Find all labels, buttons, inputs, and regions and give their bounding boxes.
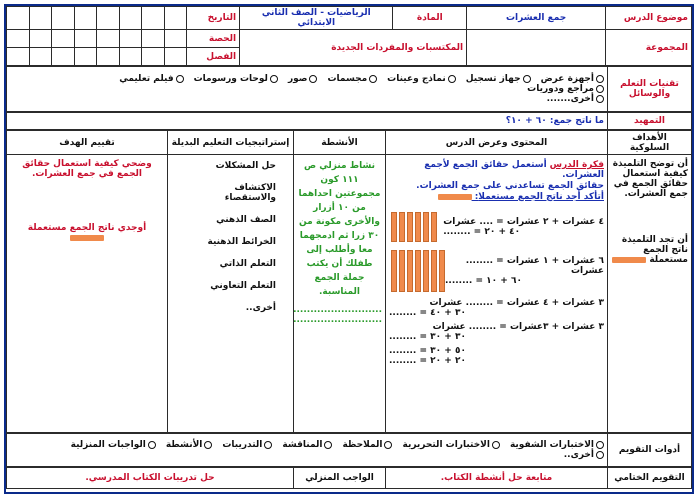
resources-row-1 [10, 74, 604, 84]
radio-circle-icon [204, 441, 212, 449]
radio-circle-icon [596, 75, 604, 83]
strategy-item: الخرائط الذهنية [207, 237, 276, 247]
evaluation-option[interactable]: الاختبارات الشفوية [510, 440, 604, 450]
evaluation-option[interactable]: أخرى.. [564, 450, 604, 460]
header-table [6, 6, 692, 66]
tens-sticks-icon [389, 212, 437, 242]
resources-options [7, 67, 608, 112]
example-2-line-1: ٦ عشرات + ١ عشرات = ........ عشرات [465, 256, 604, 276]
class-cell [52, 48, 74, 66]
example-1 [389, 212, 604, 242]
evaluation-label: أدوات التقويم [608, 434, 692, 467]
resource-option[interactable]: أجهزة عرض [541, 74, 604, 84]
class-cell [142, 48, 164, 66]
radio-circle-icon [596, 451, 604, 459]
tens-sticks-icon [389, 250, 445, 292]
class-cell [119, 48, 141, 66]
lesson-plan [4, 4, 694, 494]
radio-circle-icon [148, 441, 156, 449]
resources-label: تقنيات التعلم والوسائل [608, 67, 692, 112]
resources-table [6, 66, 692, 112]
class-cell [74, 48, 96, 66]
class-label: الفصل [186, 48, 239, 66]
objective-1: أن توضح التلميذة كيفية استعمال حقائق الجمع في جمع العشرات. [612, 159, 688, 199]
resource-option[interactable]: مجسمات [327, 74, 377, 84]
objectives-cell [608, 155, 692, 433]
home-activity: نشاط منزلي ص ١١١ كون مجموعتين احداهما من ١٠ أزرار والأخرى مكونة من ٣٠ زرا ثم ادمجهما معا وأطلب إلى طفلك أن يكتب جملة الجمع المناسبة. [298, 161, 381, 297]
topic-label: موضوع الدرس [606, 7, 692, 30]
resources-row-2 [10, 84, 604, 94]
date-cell [164, 7, 186, 30]
subject-label: المادة [393, 7, 467, 30]
final-evaluation-value: متابعة حل أنشطة الكتاب. [386, 468, 608, 489]
strategy-item: الاكتشاف والاستقصاء [224, 183, 276, 203]
evaluation-option[interactable]: الأنشطة [166, 440, 213, 450]
assessment-2: أوجدي ناتج الجمع مستعملة [10, 223, 164, 243]
radio-circle-icon [176, 75, 184, 83]
date-cell [52, 7, 74, 30]
evaluation-row-1 [10, 440, 604, 450]
resource-option[interactable]: فيلم تعليمي [119, 74, 183, 84]
lesson-idea: فكرة الدرس أستعمل حقائق الجمع لأجمع العشرات. [424, 160, 604, 180]
strategy-item: حل المشكلات [215, 161, 276, 171]
fact-text: حقائق الجمع تساعدني على جمع العشرات. [416, 181, 604, 191]
topic-value: جمع العشرات [467, 7, 606, 30]
evaluation-option[interactable]: الاختبارات التحريرية [402, 440, 499, 450]
evaluation-options [7, 434, 608, 467]
period-cell [119, 30, 141, 48]
resource-option[interactable]: نماذج وعينات [387, 74, 456, 84]
example-5 [389, 346, 604, 366]
date-cell [7, 7, 30, 30]
radio-circle-icon [596, 85, 604, 93]
example-4-line-1: ٣ عشرات + ٣عشرات = ........ عشرات [432, 322, 604, 332]
period-cell [74, 30, 96, 48]
intro-table [6, 112, 692, 130]
subject-value: الرياضيات - الصف الثاني الابتدائي [240, 7, 393, 30]
activities-dots: .......................... [293, 305, 382, 315]
radio-circle-icon [264, 441, 272, 449]
objective-2: أن تجد التلميذة ناتج الجمع مستعملة [611, 235, 688, 265]
example-1-line-2: ٤٠ + ٢٠ = ........ [443, 227, 521, 237]
period-cell [7, 30, 30, 48]
homework-label: الواجب المنزلي [294, 468, 386, 489]
footer-table [6, 467, 692, 489]
resources-row-3 [10, 94, 604, 104]
radio-circle-icon [492, 441, 500, 449]
radio-circle-icon [309, 75, 317, 83]
date-label: التاريخ [186, 7, 239, 30]
period-cell [29, 30, 51, 48]
example-2 [389, 250, 604, 292]
evaluation-option[interactable]: التدريبات [222, 440, 272, 450]
resource-option[interactable]: جهاز تسجيل [466, 74, 531, 84]
radio-circle-icon [369, 75, 377, 83]
tens-blocks-icon [612, 257, 646, 263]
final-evaluation-label: التقويم الختامي [608, 468, 692, 489]
example-3-line-2: ٣٠ + ٤٠ = ........ [389, 308, 466, 318]
period-cell [164, 30, 186, 48]
strategy-item: الصف الذهني [216, 215, 276, 225]
resource-option[interactable]: لوحات ورسومات [194, 74, 278, 84]
radio-circle-icon [523, 75, 531, 83]
class-cell [7, 48, 30, 66]
period-label: الحصة [186, 30, 239, 48]
col-strategies-header: إستراتيجيات التعليم البديلة [168, 131, 294, 155]
strategies-list [171, 161, 290, 313]
intro-text: ما ناتج جمع: ٦٠ + ١٠؟ [7, 113, 608, 130]
date-cell [97, 7, 119, 30]
evaluation-row-2 [10, 450, 604, 460]
main-table [6, 130, 692, 433]
period-cell [52, 30, 74, 48]
strategy-item: التعلم الذاتي [219, 259, 276, 269]
evaluation-option[interactable]: الواجبات المنزلية [71, 440, 156, 450]
date-cell [74, 7, 96, 30]
example-2-line-2: ٦٠ + ١٠ = ........ [445, 276, 522, 286]
tens-blocks-icon [438, 194, 472, 200]
evaluation-option[interactable]: المناقشة [282, 440, 332, 450]
assessment-1: وضحي كيفية استعمال حقائق الجمع في جمع العشرات. [22, 159, 152, 179]
radio-circle-icon [596, 95, 604, 103]
resource-option[interactable]: صور [288, 74, 318, 84]
example-4 [389, 322, 604, 342]
new-knowledge-label: المكتسبات والمفردات الجديدة [240, 30, 467, 66]
date-cell [142, 7, 164, 30]
evaluation-option[interactable]: الملاحظة [342, 440, 392, 450]
evaluation-table [6, 433, 692, 467]
example-1-line-1: ٤ عشرات + ٢ عشرات = .... عشرات [443, 217, 604, 227]
group-value [467, 30, 606, 66]
content-cell [386, 155, 608, 433]
example-5-line-1: ٥٠ + ٣٠ = ........ [389, 346, 466, 356]
resource-option[interactable]: مراجع ودوريات [527, 84, 604, 94]
tens-blocks-icon [70, 235, 104, 241]
period-cell [97, 30, 119, 48]
class-cell [97, 48, 119, 66]
group-label: المجموعة [606, 30, 692, 66]
example-3-line-1: ٣ عشرات + ٤ عشرات = ........ عشرات [429, 298, 604, 308]
assessment-cell [7, 155, 168, 433]
example-5-line-2: ٢٠ + ٢٠ = ........ [389, 356, 466, 366]
col-activities-header: الأنشطة [294, 131, 386, 155]
radio-circle-icon [384, 441, 392, 449]
radio-circle-icon [596, 441, 604, 449]
col-objectives-header: الأهداف السلوكية [608, 131, 692, 155]
strategies-cell [168, 155, 294, 433]
intro-label: التمهيد [608, 113, 692, 130]
example-4-line-2: ٣٠ + ٣٠ = ........ [389, 332, 466, 342]
homework-value: حل تدريبات الكتاب المدرسي. [7, 468, 294, 489]
activities-cell [294, 155, 386, 433]
col-content-header: المحتوى وعرض الدرس [386, 131, 608, 155]
strategy-item: التعلم التعاوني [210, 281, 276, 291]
class-cell [29, 48, 51, 66]
radio-circle-icon [324, 441, 332, 449]
activities-dots: .......................... [293, 315, 382, 325]
col-assessment-header: تقييم الهدف [7, 131, 168, 155]
radio-circle-icon [270, 75, 278, 83]
period-cell [142, 30, 164, 48]
check-text: أتأكد أجد ناتج الجمع مستعملا: [389, 192, 604, 202]
date-cell [119, 7, 141, 30]
resource-option[interactable]: أخرى....... [547, 94, 604, 104]
date-cell [29, 7, 51, 30]
strategy-item: أخرى.. [245, 303, 276, 313]
example-3 [389, 298, 604, 318]
radio-circle-icon [448, 75, 456, 83]
class-cell [164, 48, 186, 66]
